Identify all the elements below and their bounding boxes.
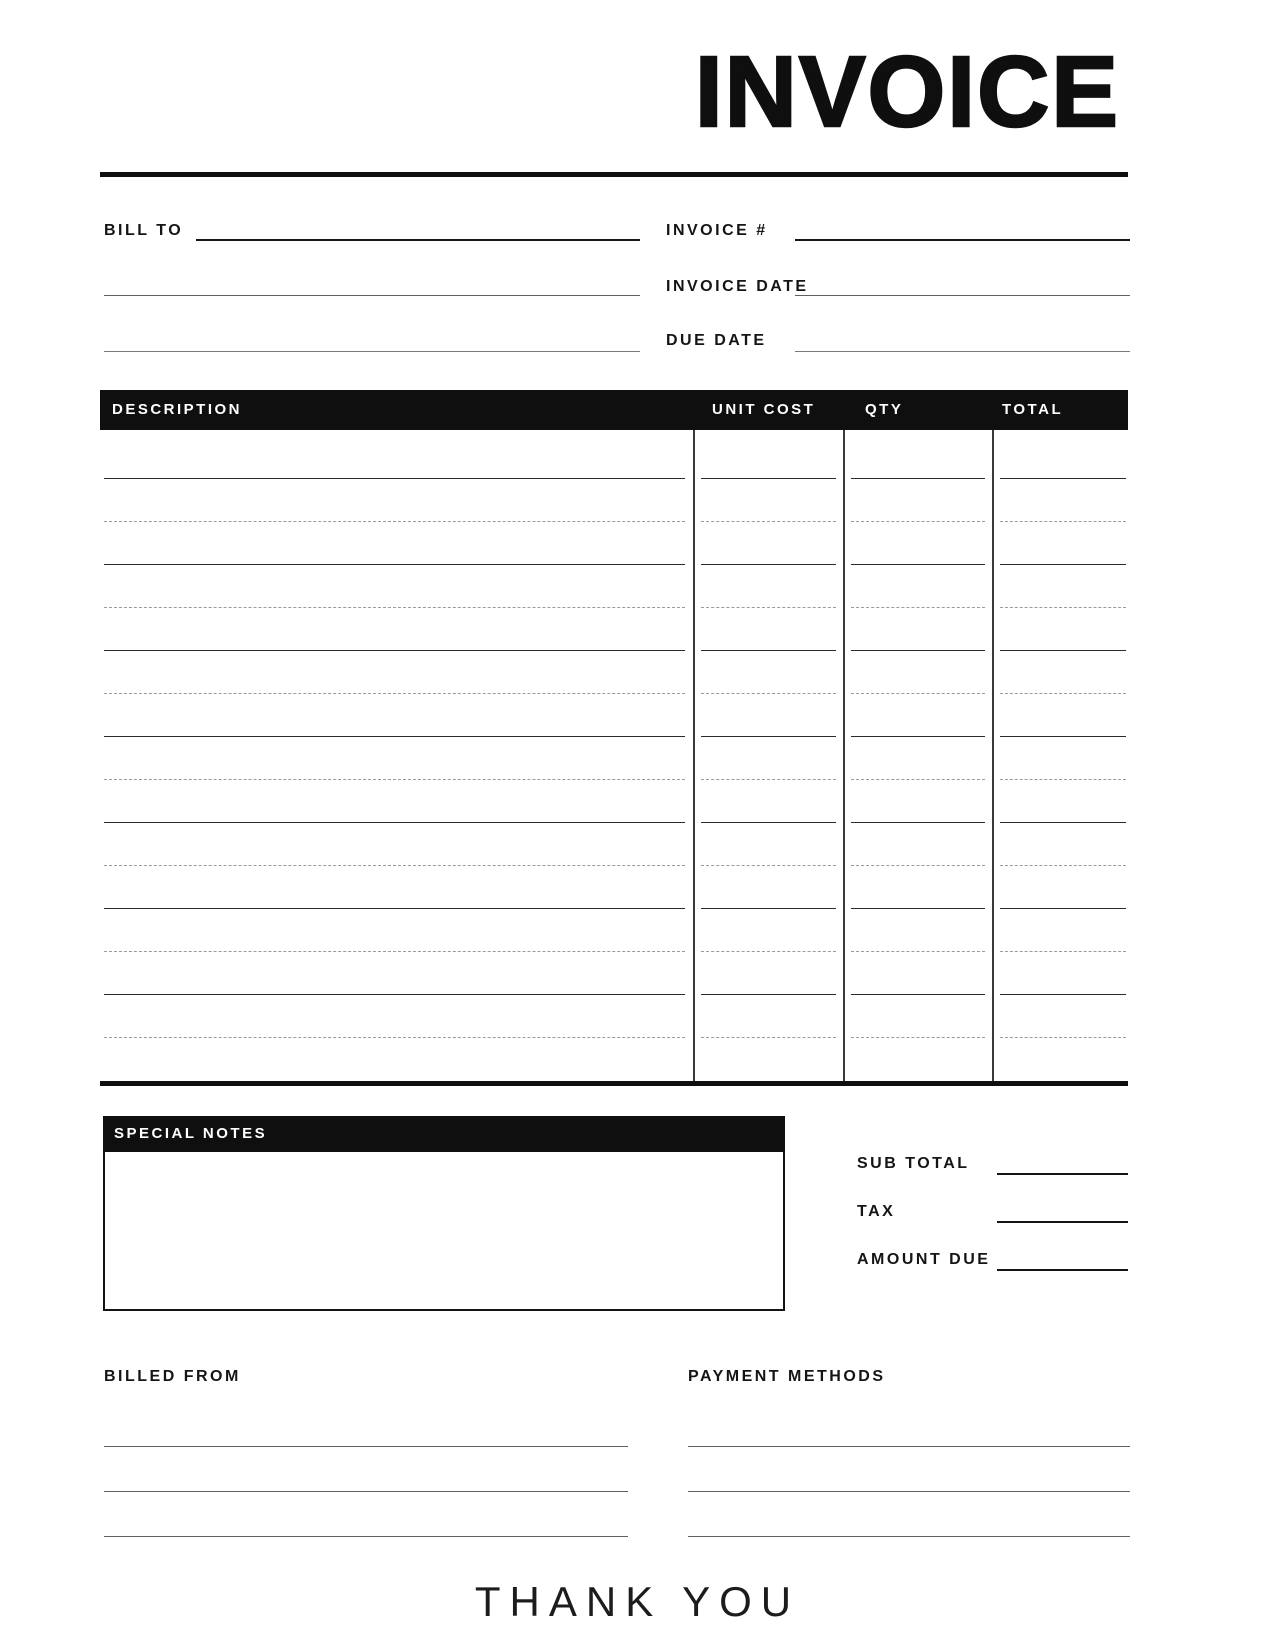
cell-line-description[interactable] xyxy=(104,822,685,823)
tax-field-line[interactable] xyxy=(997,1221,1128,1223)
cell-line-description[interactable] xyxy=(104,478,685,479)
cell-line-description[interactable] xyxy=(104,865,685,866)
column-separator-2 xyxy=(843,430,845,1081)
table-body xyxy=(100,430,1128,1081)
cell-line-unit-cost[interactable] xyxy=(701,908,836,909)
tax-label: TAX xyxy=(857,1203,896,1220)
due-date-field-line[interactable] xyxy=(795,351,1130,352)
cell-line-qty[interactable] xyxy=(851,650,985,651)
cell-line-qty[interactable] xyxy=(851,693,985,694)
payment-methods-line-2[interactable] xyxy=(688,1491,1130,1492)
invoice-date-field-line[interactable] xyxy=(795,295,1130,296)
page-title: INVOICE xyxy=(694,36,1120,148)
column-separator-1 xyxy=(693,430,695,1081)
cell-line-unit-cost[interactable] xyxy=(701,822,836,823)
cell-line-description[interactable] xyxy=(104,564,685,565)
col-header-total: TOTAL xyxy=(1002,401,1064,418)
cell-line-unit-cost[interactable] xyxy=(701,607,836,608)
cell-line-description[interactable] xyxy=(104,994,685,995)
bill-to-label: BILL TO xyxy=(104,222,184,239)
cell-line-description[interactable] xyxy=(104,521,685,522)
thank-you-text: THANK YOU xyxy=(474,1578,801,1625)
cell-line-qty[interactable] xyxy=(851,521,985,522)
bill-to-field-line-2[interactable] xyxy=(104,295,640,296)
cell-line-total[interactable] xyxy=(1000,736,1126,737)
payment-methods-label: PAYMENT METHODS xyxy=(688,1368,886,1385)
cell-line-total[interactable] xyxy=(1000,650,1126,651)
cell-line-qty[interactable] xyxy=(851,865,985,866)
cell-line-unit-cost[interactable] xyxy=(701,951,836,952)
cell-line-description[interactable] xyxy=(104,736,685,737)
cell-line-total[interactable] xyxy=(1000,478,1126,479)
payment-methods-line-1[interactable] xyxy=(688,1446,1130,1447)
cell-line-total[interactable] xyxy=(1000,607,1126,608)
col-header-description: DESCRIPTION xyxy=(112,401,243,418)
cell-line-unit-cost[interactable] xyxy=(701,564,836,565)
cell-line-description[interactable] xyxy=(104,779,685,780)
invoice-number-label: INVOICE # xyxy=(666,222,768,239)
cell-line-qty[interactable] xyxy=(851,478,985,479)
special-notes-label: SPECIAL NOTES xyxy=(114,1125,268,1142)
cell-line-total[interactable] xyxy=(1000,521,1126,522)
cell-line-total[interactable] xyxy=(1000,951,1126,952)
cell-line-qty[interactable] xyxy=(851,951,985,952)
cell-line-description[interactable] xyxy=(104,650,685,651)
special-notes-header xyxy=(103,1116,785,1152)
cell-line-unit-cost[interactable] xyxy=(701,478,836,479)
table-bottom-rule xyxy=(100,1081,1128,1086)
cell-line-qty[interactable] xyxy=(851,779,985,780)
column-separator-3 xyxy=(992,430,994,1081)
cell-line-qty[interactable] xyxy=(851,908,985,909)
cell-line-unit-cost[interactable] xyxy=(701,994,836,995)
cell-line-total[interactable] xyxy=(1000,994,1126,995)
cell-line-qty[interactable] xyxy=(851,736,985,737)
cell-line-total[interactable] xyxy=(1000,693,1126,694)
col-header-unit-cost: UNIT COST xyxy=(712,401,816,418)
cell-line-unit-cost[interactable] xyxy=(701,650,836,651)
cell-line-description[interactable] xyxy=(104,1037,685,1038)
cell-line-total[interactable] xyxy=(1000,779,1126,780)
cell-line-description[interactable] xyxy=(104,693,685,694)
cell-line-qty[interactable] xyxy=(851,607,985,608)
bill-to-field-line-1[interactable] xyxy=(196,239,640,241)
cell-line-qty[interactable] xyxy=(851,1037,985,1038)
cell-line-unit-cost[interactable] xyxy=(701,779,836,780)
cell-line-unit-cost[interactable] xyxy=(701,736,836,737)
invoice-date-label: INVOICE DATE xyxy=(666,278,809,295)
table-header xyxy=(100,390,1128,430)
cell-line-qty[interactable] xyxy=(851,822,985,823)
amount-due-field-line[interactable] xyxy=(997,1269,1128,1271)
cell-line-description[interactable] xyxy=(104,951,685,952)
bill-to-field-line-3[interactable] xyxy=(104,351,640,352)
cell-line-total[interactable] xyxy=(1000,865,1126,866)
title-divider-rule xyxy=(100,172,1128,177)
cell-line-unit-cost[interactable] xyxy=(701,521,836,522)
cell-line-qty[interactable] xyxy=(851,564,985,565)
cell-line-total[interactable] xyxy=(1000,908,1126,909)
sub-total-label: SUB TOTAL xyxy=(857,1155,970,1172)
col-header-qty: QTY xyxy=(865,401,904,418)
cell-line-description[interactable] xyxy=(104,607,685,608)
cell-line-description[interactable] xyxy=(104,908,685,909)
billed-from-line-1[interactable] xyxy=(104,1446,628,1447)
special-notes-box[interactable] xyxy=(103,1152,785,1311)
cell-line-total[interactable] xyxy=(1000,564,1126,565)
amount-due-label: AMOUNT DUE xyxy=(857,1251,991,1268)
due-date-label: DUE DATE xyxy=(666,332,767,349)
billed-from-label: BILLED FROM xyxy=(104,1368,241,1385)
sub-total-field-line[interactable] xyxy=(997,1173,1128,1175)
cell-line-unit-cost[interactable] xyxy=(701,1037,836,1038)
cell-line-qty[interactable] xyxy=(851,994,985,995)
payment-methods-line-3[interactable] xyxy=(688,1536,1130,1537)
invoice-number-field-line[interactable] xyxy=(795,239,1130,241)
cell-line-total[interactable] xyxy=(1000,1037,1126,1038)
cell-line-unit-cost[interactable] xyxy=(701,693,836,694)
cell-line-total[interactable] xyxy=(1000,822,1126,823)
cell-line-unit-cost[interactable] xyxy=(701,865,836,866)
billed-from-line-2[interactable] xyxy=(104,1491,628,1492)
billed-from-line-3[interactable] xyxy=(104,1536,628,1537)
